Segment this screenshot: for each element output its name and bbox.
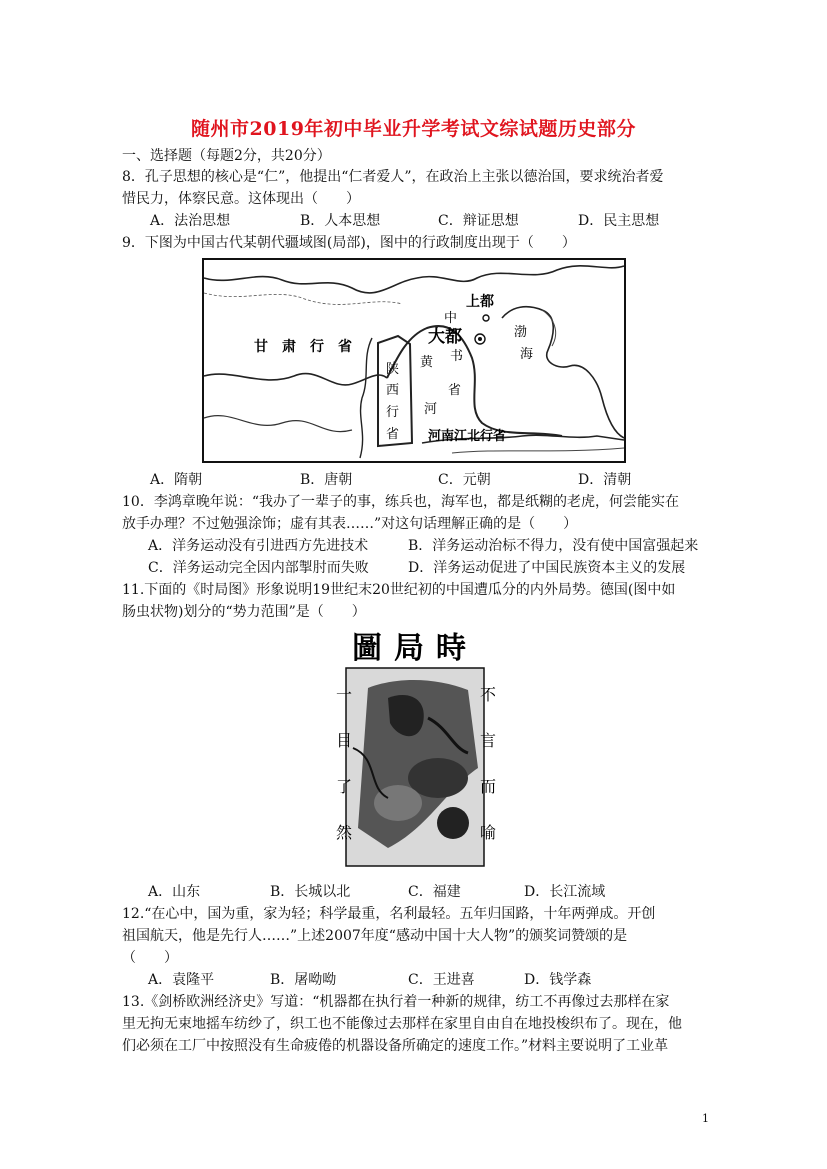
poster-left-char-4: 然 (336, 823, 353, 842)
q10-option-c: C．洋务运动完全因内部掣肘而失败 (148, 560, 369, 576)
q8-stem-line2: 惜民力，体察民意。这体现出（ ） (122, 191, 360, 207)
q9-option-b: B．唐朝 (300, 472, 353, 488)
poster-title: 圖局時 (352, 631, 478, 666)
q10-option-d: D．洋务运动促进了中国民族资本主义的发展 (408, 560, 686, 576)
map-label-huanghe-2: 河 (424, 402, 438, 417)
q8-option-a: A．法治思想 (150, 213, 231, 229)
q12-option-c: C．王进喜 (408, 972, 475, 988)
poster-right-char-2: 言 (480, 731, 497, 750)
map-label-henan: 河南江北行省 (428, 429, 507, 444)
map-label-dadu: 大都 (428, 327, 462, 347)
map-label-huanghe-1: 黄 (420, 355, 434, 370)
q10-stem-line1: 10．李鸿章晚年说：“我办了一辈子的事，练兵也，海军也，都是纸糊的老虎，何尝能实在 (122, 494, 679, 510)
page-title: 随州市2019年初中毕业升学考试文综试题历史部分 (191, 118, 636, 140)
q10-option-b: B．洋务运动治标不得力，没有使中国富强起来 (408, 538, 699, 554)
q11-option-a: A．山东 (148, 884, 201, 900)
map-label-zhongshu-3: 省 (448, 383, 462, 398)
q11-option-c: C．福建 (408, 884, 461, 900)
map-label-zhongshu-1: 中 (444, 311, 458, 326)
q8-option-d: D．民主思想 (578, 213, 660, 229)
map-label-zhongshu-2: 书 (450, 349, 464, 364)
map-label-bohai-2: 海 (520, 347, 534, 362)
q11-stem-line1: 11.下面的《时局图》形象说明19世纪末20世纪初的中国遭瓜分的内外局势。德国(图中如 (122, 582, 676, 598)
shijutu-poster-figure (328, 628, 502, 868)
q10-stem-line2: 放手办理？不过勉强涂饰；虚有其表……”对这句话理解正确的是（ ） (122, 516, 578, 532)
q12-option-a: A．袁隆平 (148, 972, 215, 988)
q11-option-b: B．长城以北 (270, 884, 351, 900)
q13-stem-line3: 们必须在工厂中按照没有生命疲倦的机器设备所确定的速度工作。”材料主要说明了工业革 (122, 1038, 669, 1054)
q8-option-b: B．人本思想 (300, 213, 381, 229)
map-label-shaanxi-4: 省 (386, 427, 400, 442)
map-label-bohai-1: 渤 (514, 325, 528, 340)
yuan-map-figure (202, 258, 626, 463)
map-label-shaanxi-3: 行 (386, 405, 400, 420)
q13-stem-line1: 13.《剑桥欧洲经济史》写道：“机器都在执行着一种新的规律，纺工不再像过去那样在家 (122, 994, 670, 1010)
poster-left-char-3: 了 (336, 777, 353, 796)
q13-stem-line2: 里无拘无束地摇车纺纱了，织工也不能像过去那样在家里自由自在地投梭织布了。现在，他 (122, 1016, 682, 1032)
q12-stem-line3: （ ） (122, 950, 178, 966)
q9-option-a: A．隋朝 (150, 472, 203, 488)
poster-right-char-3: 而 (480, 777, 497, 796)
q12-stem-line1: 12.“在心中，国为重，家为轻；科学最重，名利最轻。五年归国路，十年两弹成。开创 (122, 906, 656, 922)
poster-left-char-1: 一 (336, 685, 353, 704)
map-label-gansu: 甘 肃 行 省 (254, 339, 352, 355)
poster-right-char-4: 喻 (480, 823, 497, 842)
q9-option-c: C．元朝 (438, 472, 491, 488)
q12-option-b: B．屠呦呦 (270, 972, 337, 988)
q9-stem-line1: 9．下图为中国古代某朝代疆域图(局部)，图中的行政制度出现于（ ） (122, 235, 576, 251)
q8-option-c: C．辩证思想 (438, 213, 519, 229)
q9-option-d: D．清朝 (578, 472, 632, 488)
map-label-shangdu: 上都 (466, 294, 494, 310)
q11-option-d: D．长江流域 (524, 884, 606, 900)
poster-right-char-1: 不 (480, 685, 497, 704)
q11-stem-line2: 肠虫状物)划分的“势力范围”是（ ） (122, 604, 366, 620)
q8-stem-line1: 8．孔子思想的核心是“仁”，他提出“仁者爱人”，在政治上主张以德治国，要求统治者爱 (122, 169, 664, 185)
q10-option-a: A．洋务运动没有引进西方先进技术 (148, 538, 369, 554)
map-label-shaanxi-2: 西 (386, 383, 400, 398)
poster-left-char-2: 目 (336, 731, 353, 750)
q12-stem-line2: 祖国航天，他是先行人……”上述2007年度“感动中国十大人物”的颁奖词赞颂的是 (122, 928, 628, 944)
page-number: 1 (702, 1112, 709, 1125)
q12-option-d: D．钱学森 (524, 972, 592, 988)
section-heading: 一、选择题（每题2分，共20分） (122, 148, 331, 164)
map-label-shaanxi-1: 陕 (386, 362, 400, 377)
